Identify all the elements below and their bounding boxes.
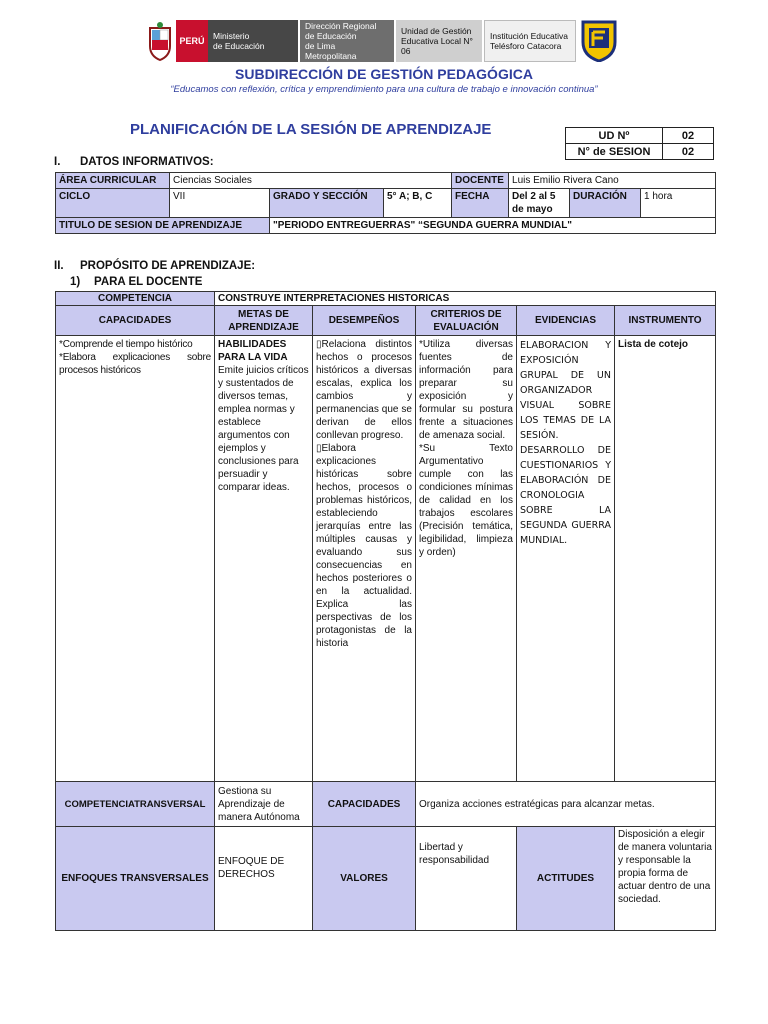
ud-value: 02	[663, 128, 714, 144]
duracion-value: 1 hora	[641, 189, 716, 218]
capacidades-transversal-label: CAPACIDADES	[313, 782, 416, 827]
metas-cell	[215, 336, 313, 782]
titulo-label: TITULO DE SESION DE APRENDIZAJE	[56, 218, 270, 234]
valores-value: Libertad y responsabilidad	[416, 827, 517, 931]
sesion-value: 02	[663, 144, 714, 160]
datos-informativos-table	[55, 172, 716, 234]
page-title: PLANIFICACIÓN DE LA SESIÓN DE APRENDIZAJE	[130, 121, 492, 138]
grado-value: 5° A; B, C	[384, 189, 452, 218]
section2-number: II.	[54, 260, 64, 272]
transversal-value: Gestiona su Aprendizaje de manera Autónoma	[215, 782, 313, 827]
institucion-logo: Institución Educativa Telésforo Catacora	[484, 20, 576, 62]
desempenos-cell	[313, 336, 416, 782]
header-evidencias: EVIDENCIAS	[517, 306, 615, 336]
enfoques-value: ENFOQUE DE DERECHOS	[215, 827, 313, 931]
bullet-icon: ▯	[316, 443, 322, 454]
valores-label: VALORES	[313, 827, 416, 931]
criterio-2: *Su Texto Argumentativo cumple con las condiciones mínimas de calidad en los trabajos escolares (Precisión temática, legibilidad, limpieza y orden)	[419, 443, 513, 558]
ciclo-value: VII	[170, 189, 270, 218]
header-desempenos: DESEMPEÑOS	[313, 306, 416, 336]
criterio-1: *Utiliza diversas fuentes de información para preparar su exposición y formular su postura frente a situaciones de amenaza social.	[419, 339, 513, 441]
transversal-label: COMPETENCIATRANSVERSAL	[56, 782, 215, 827]
competencia-value: CONSTRUYE INTERPRETACIONES HISTORICAS	[215, 292, 716, 306]
capacidades-transversal-value: Organiza acciones estratégicas para alcanzar metas.	[416, 782, 716, 827]
school-crest-icon	[580, 18, 618, 62]
metas-text: Emite juicios críticos y sustentados de diversos temas, emplea normas y establece argumentos con ejemplos y conclusiones para persuadir y comparar ideas.	[218, 365, 309, 493]
bullet-icon: ▯	[316, 339, 322, 350]
criterios-cell	[416, 336, 517, 782]
fecha-label: FECHA	[452, 189, 509, 218]
peru-logo: PERÚ	[176, 20, 208, 62]
duracion-label: DURACIÓN	[570, 189, 641, 218]
ministerio-logo: Ministerio de Educación	[208, 20, 298, 62]
docente-label: DOCENTE	[452, 173, 509, 189]
enfoques-label: ENFOQUES TRANSVERSALES	[56, 827, 215, 931]
subsection-heading: PARA EL DOCENTE	[94, 276, 203, 288]
area-label: ÁREA CURRICULAR	[56, 173, 170, 189]
peru-coat-of-arms-icon	[146, 20, 174, 62]
ud-table	[565, 127, 714, 160]
actitudes-value: Disposición a elegir de manera voluntaria y responsable la propia forma de actuar dentro de una sociedad.	[615, 827, 716, 931]
header-capacidades: CAPACIDADES	[56, 306, 215, 336]
sesion-label: N° de SESION	[566, 144, 663, 160]
proposito-table	[55, 291, 716, 931]
fecha-value: Del 2 al 5 de mayo	[509, 189, 570, 218]
ud-label: UD Nº	[566, 128, 663, 144]
header-metas: METAS DE APRENDIZAJE	[215, 306, 313, 336]
desempeno-2: ▯Elabora explicaciones históricas sobre hechos, procesos o problemas históricos, estableciendo jerarquías entre las múltiples causas y evaluando sus consecuencias en hechos posteriores o en la actualidad. Explica las perspectivas de los protagonistas de la historia	[316, 443, 412, 649]
section1-number: I.	[54, 156, 61, 168]
header-criterios: CRITERIOS DE EVALUACIÓN	[416, 306, 517, 336]
evidencias-cell: ELABORACION Y EXPOSICIÓN GRUPAL DE UN ORGANIZADOR VISUAL SOBRE LOS TEMAS DE LA SESIÓN. DESARROLLO DE CUESTIONARIOS Y ELABORACIÓN DE CRONOLOGIA SOBRE LA SEGUNDA GUERRA MUNDIAL.	[517, 336, 615, 782]
instrumento-cell: Lista de cotejo	[615, 336, 716, 782]
desempeno-1: ▯Relaciona distintos hechos o procesos históricos a diversas escalas, explica los cambios y permanencias que se derivan de ellos conllevan progreso.	[316, 339, 412, 441]
metas-bold: HABILIDADES PARA LA VIDA	[218, 339, 288, 363]
section1-heading: DATOS INFORMATIVOS:	[80, 156, 214, 168]
header-instrumento: INSTRUMENTO	[615, 306, 716, 336]
subsection-number: 1)	[70, 276, 81, 288]
area-value: Ciencias Sociales	[170, 173, 452, 189]
ciclo-label: CICLO	[56, 189, 170, 218]
competencia-label: COMPETENCIA	[56, 292, 215, 306]
subdireccion-title: SUBDIRECCIÓN DE GESTIÓN PEDAGÓGICA	[235, 66, 533, 82]
titulo-value: "PERIODO ENTREGUERRAS" “SEGUNDA GUERRA MUNDIAL"	[270, 218, 716, 234]
ugel-logo: Unidad de Gestión Educativa Local N° 06	[396, 20, 482, 62]
section2-heading: PROPÓSITO DE APRENDIZAJE:	[80, 260, 256, 272]
lema-text: “Educamos con reflexión, crítica y emprendimiento para una cultura de trabajo e innovación continua”	[170, 84, 598, 95]
capacidades-cell: *Comprende el tiempo histórico *Elabora explicaciones sobre procesos históricos	[56, 336, 215, 782]
docente-value: Luis Emilio Rivera Cano	[509, 173, 716, 189]
actitudes-label: ACTITUDES	[517, 827, 615, 931]
dre-logo: Dirección Regional de Educación de Lima Metropolitana	[300, 20, 394, 62]
grado-label: GRADO Y SECCIÓN	[270, 189, 384, 218]
